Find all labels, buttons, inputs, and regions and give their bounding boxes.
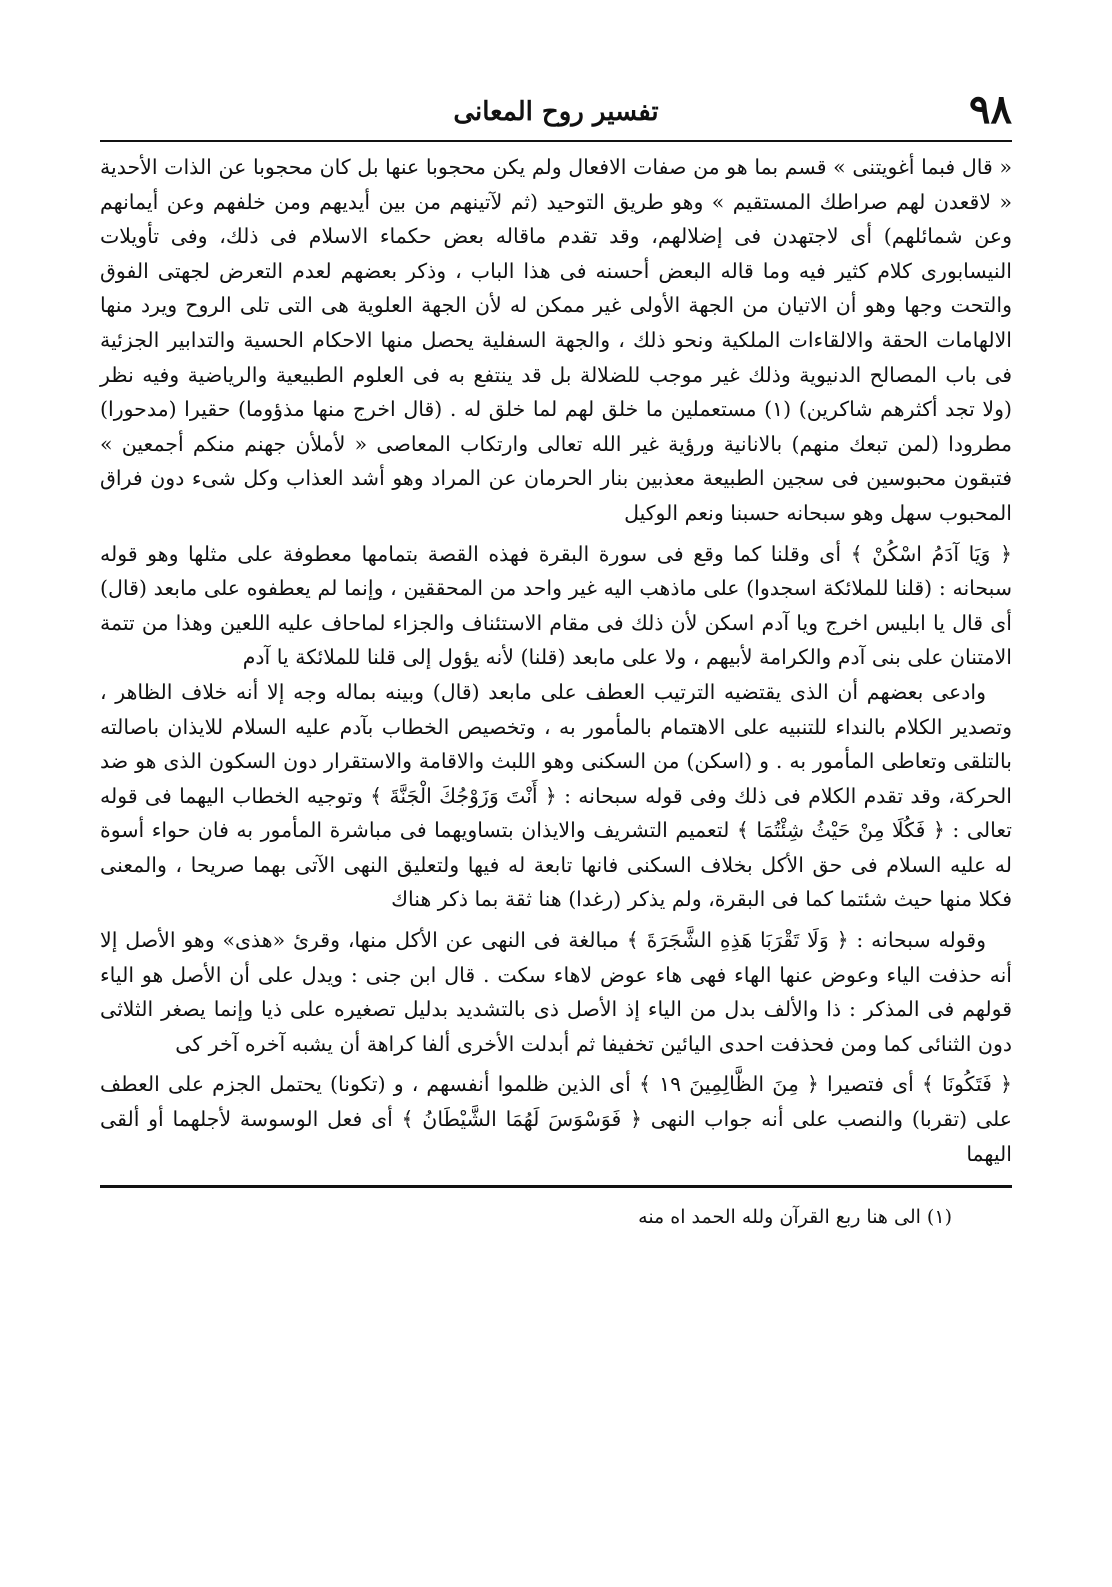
body-text [100,142,1012,1171]
page-header [100,86,1012,138]
footnote: (١) الى هنا ربع القرآن ولله الحمد اه منه [638,1206,952,1229]
running-title: تفسير روح المعانى [453,97,659,127]
page-number: ٩٨ [969,86,1012,133]
paragraph: ﴿ وَيَا آدَمُ اسْكُنْ ﴾ أى وقلنا كما وقع فى سورة البقرة فهذه القصة بتمامها معطوفة على مثلها وهو قوله سبحانه : (قلنا للملائكة اسجدوا) على ماذهب اليه غير واحد من المحققين ، وإنما لم يعطفوه على مابعد (قال) أى قال يا ابليس اخرج ويا آدم اسكن لأن ذلك فى مقام الاستئناف والجزاء لماحاف عليه اللعين وهذا من تتمة الامتنان على بنى آدم والكرامة لأبيهم ، ولا على مابعد (قلنا) لأنه يؤول إلى قلنا للملائكة يا آدم [100,541,1012,670]
paragraph: ﴿ فَتَكُونَا ﴾ أى فتصيرا ﴿ مِنَ الظَّالِمِينَ ١٩ ﴾ أى الذين ظلموا أنفسهم ، و (تكونا) يحتمل الجزم على العطف على (تقربا) والنصب على أنه جواب النهى ﴿ فَوَسْوَسَ لَهُمَا الشَّيْطَانُ ﴾ أى فعل الوسوسة لأجلهما أو ألقى اليهما [100,1072,1012,1166]
paragraph: وقوله سبحانه : ﴿ وَلَا تَقْرَبَا هَذِهِ الشَّجَرَةَ ﴾ مبالغة فى النهى عن الأكل منها، وقرئ «هذى» وهو الأصل إلا أنه حذفت الياء وعوض عنها الهاء فهى هاء عوض لاهاء سكت . قال ابن جنى : ويدل على أن الأصل هو الياء قولهم فى المذكر : ذا والألف بدل من الياء إذ الأصل ذى بالتشديد بدليل تصغيره على ذيا وإنما يصغر الثلاثى دون الثنائى كما ومن فحذفت احدى اليائين تخفيفا ثم أبدلت الأخرى ألفا كراهة أن يشبه آخره آخر كى [100,928,1012,1056]
book-page [100,86,1012,1232]
footnote-divider [100,1185,1012,1188]
paragraph: وادعى بعضهم أن الذى يقتضيه الترتيب العطف على مابعد (قال) وبينه بماله وجه إلا أنه خلاف الظاهر ، وتصدير الكلام بالنداء للتنبيه على الاهتمام بالمأمور به ، وتخصيص الخطاب بآدم عليه السلام للايذان باصالته بالتلقى وتعاطى المأمور به . و (اسكن) من السكنى وهو اللبث والاقامة والاستقرار دون السكون الذى هو ضد الحركة، وقد تقدم الكلام فى ذلك وفى قوله سبحانه : ﴿ أَنْتَ وَزَوْجُكَ الْجَنَّةَ ﴾ وتوجيه الخطاب اليهما فى قوله تعالى : ﴿ فَكُلَا مِنْ حَيْثُ شِئْتُمَا ﴾ لتعميم التشريف والايذان بتساويهما فى مباشرة المأمور به فان حواء أسوة له عليه السلام فى حق الأكل بخلاف السكنى فانها تابعة له فيها ولتعليق النهى الآتى بهما صريحا ، والمعنى فكلا منها حيث شئتما كما فى البقرة، ولم يذكر (رغدا) هنا ثقة بما ذكر هناك [100,679,1012,912]
paragraph: « قال فبما أغويتنى » قسم بما هو من صفات الافعال ولم يكن محجوبا عنها بل كان محجوبا عن الذات الأحدية « لاقعدن لهم صراطك المستقيم » وهو طريق التوحيد (ثم لآتينهم من بين أيديهم ومن خلفهم وعن أيمانهم وعن شمائلهم) أى لاجتهدن فى إضلالهم، وقد تقدم ماقاله بعض حكماء الاسلام فى ذلك، وفى تأويلات النيسابورى كلام كثير فيه وما قاله البعض أحسنه فى هذا الباب ، وذكر بعضهم لعدم التعرض لجهتى الفوق والتحت وجها وهو أن الاتيان من الجهة الأولى غير ممكن له لأن الجهة العلوية هى التى تلى الروح ويرد منها الالهامات الحقة والالقاءات الملكية ونحو ذلك ، والجهة السفلية يحصل منها الاحكام الحسية والتدابير الجزئية فى باب المصالح الدنيوية وذلك غير موجب للضلالة بل قد ينتفع به فى العلوم الطبيعية والرياضية وفيه نظر (ولا تجد أكثرهم شاكرين) (١) مستعملين ما خلق لهم لما خلق له . (قال اخرج منها مذؤوما) حقيرا (مدحورا) مطرودا (لمن تبعك منهم) بالانانية ورؤية غير الله تعالى وارتكاب المعاصى « لأملأن جهنم منكم أجمعين » فتبقون محبوسين فى سجين الطبيعة معذبين بنار الحرمان عن المراد وهو أشد العذاب وكل شىء دون فراق المحبوب سهل وهو سبحانه حسبنا ونعم الوكيل [100,155,1012,525]
